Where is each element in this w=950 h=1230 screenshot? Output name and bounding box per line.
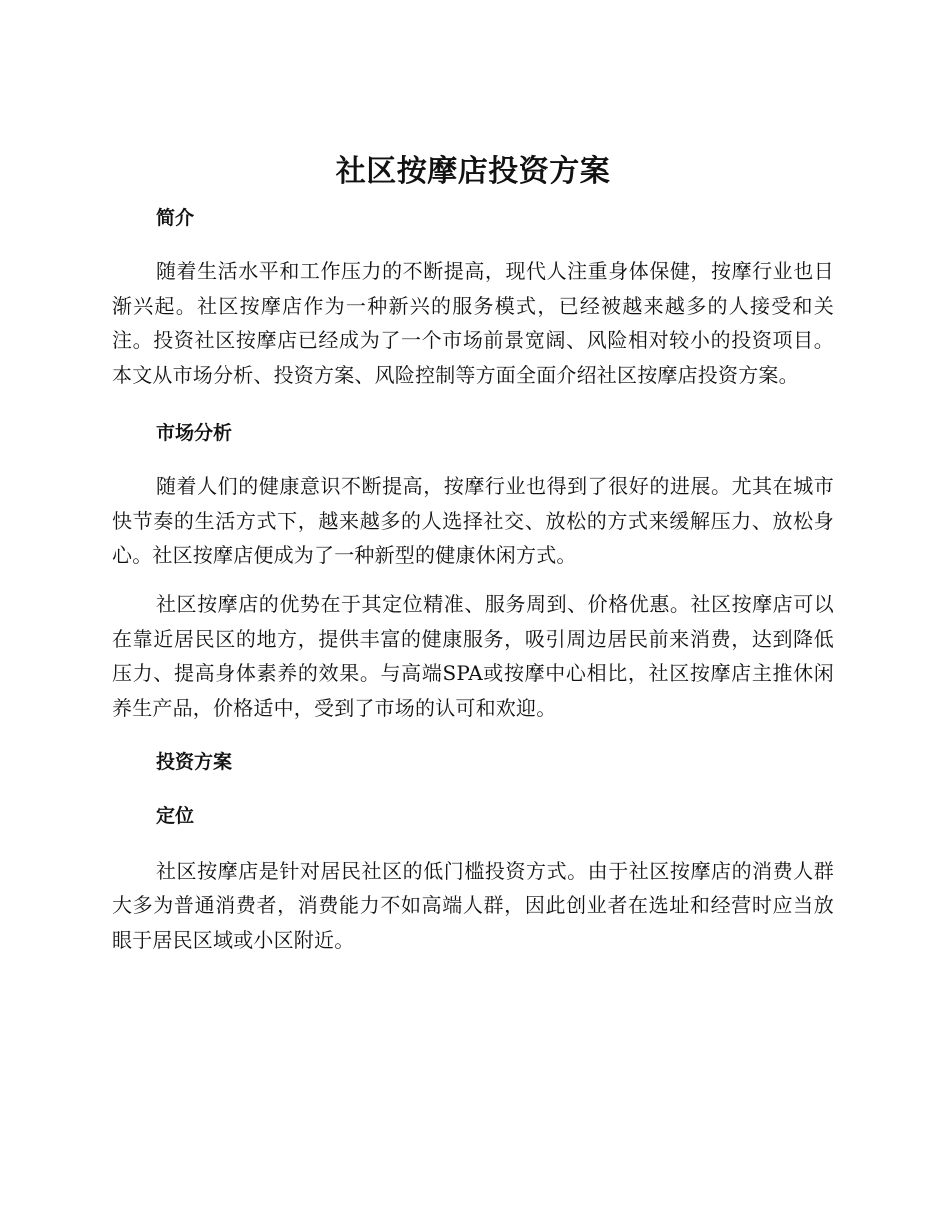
section-heading-positioning: 定位 — [156, 804, 195, 827]
section-heading-intro: 简介 — [156, 207, 195, 229]
section-heading-market-analysis: 市场分析 — [156, 421, 233, 444]
positioning-paragraph: 社区按摩店是针对居民社区的低门槛投资方式。由于社区按摩店的消费人群大多为普通消费者，消费能力不如高端人群，因此创业者在选址和经营时应当放眼于居民区域或小区附近。 — [112, 858, 834, 953]
intro-paragraph: 随着生活水平和工作压力的不断提高，现代人注重身体保健，按摩行业也日渐兴起。社区按摩店作为一种新兴的服务模式，已经被越来越多的人接受和关注。投资社区按摩店已经成为了一个市场前景宽阔、风险相对较小的投资项目。本文从市场分析、投资方案、风险控制等方面全面介绍社区按摩店投资方案。 — [112, 259, 834, 388]
document-title: 社区按摩店投资方案 — [335, 154, 611, 189]
market-paragraph-1: 随着人们的健康意识不断提高，按摩行业也得到了很好的进展。尤其在城市快节奏的生活方式下，越来越多的人选择社交、放松的方式来缓解压力、放松身心。社区按摩店便成为了一种新型的健康休闲方式。 — [112, 473, 834, 568]
market-paragraph-2: 社区按摩店的优势在于其定位精准、服务周到、价格优惠。社区按摩店可以在靠近居民区的地方，提供丰富的健康服务，吸引周边居民前来消费，达到降低压力、提高身体素养的效果。与高端SPA或按摩中心相比，社区按摩店主推休闲养生产品，价格适中，受到了市场的认可和欢迎。 — [112, 591, 834, 721]
section-heading-investment-plan: 投资方案 — [156, 750, 233, 773]
document-body — [112, 148, 834, 958]
